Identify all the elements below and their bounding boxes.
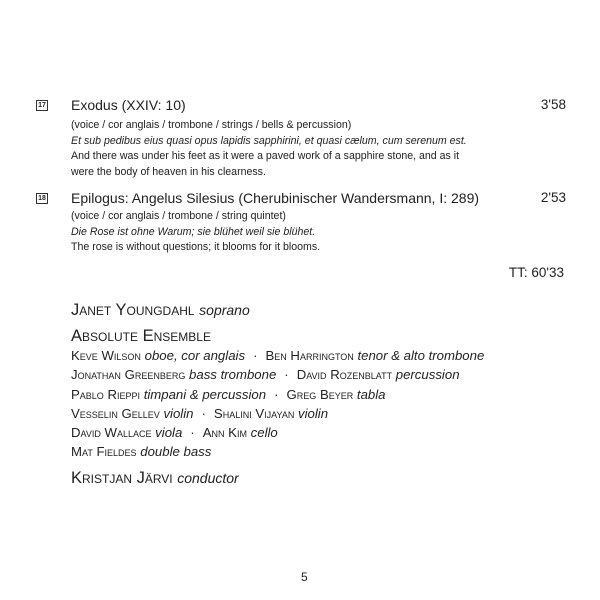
credits	[71, 300, 484, 488]
page-number: 5	[301, 570, 308, 584]
track-latin-text: Et sub pedibus eius quasi opus lapidis sapphirini, et quasi cælum, cum serenum est.	[71, 134, 467, 147]
musician-name: Pablo Rieppi	[71, 386, 141, 402]
musician-line	[71, 346, 484, 365]
separator-dot: ·	[284, 367, 289, 383]
musician-role: oboe, cor anglais	[144, 348, 246, 363]
musician-role: double bass	[140, 444, 212, 460]
track-title: Epilogus: Angelus Silesius (Cherubinischer Wandersmann, I: 289)	[71, 190, 480, 206]
musician-name: Jonathan Greenberg	[71, 367, 186, 383]
soloist	[71, 300, 484, 320]
separator-dot: ·	[253, 348, 258, 363]
musician-name: Shalini Vijayan	[213, 405, 295, 421]
conductor-role: conductor	[177, 469, 239, 486]
separator-dot: ·	[201, 405, 206, 421]
musician-name: Ben Harrington	[265, 348, 354, 363]
musician-role: timpani & percussion	[143, 386, 267, 402]
musician-line	[71, 404, 484, 423]
musician-line	[71, 385, 484, 404]
musician-name: Keve Wilson	[71, 348, 141, 363]
total-time: TT: 60'33	[508, 265, 564, 280]
track-translation: And there was under his feet as it were a paved work of a sapphire stone, and as it	[71, 150, 460, 162]
musician-list	[71, 346, 484, 462]
musician-name: Mat Fieldes	[71, 444, 137, 460]
musician-role: tabla	[356, 386, 386, 402]
track-instrumentation: (voice / cor anglais / trombone / strings / bells & percussion)	[71, 119, 352, 131]
track-duration: 2'53	[540, 190, 566, 205]
track-number-box: 18	[36, 193, 48, 204]
track-translation: were the body of heaven in his clearness.	[71, 165, 266, 178]
musician-name: Vesselin Gellev	[71, 405, 160, 421]
musician-name: David Rozenblatt	[296, 367, 393, 383]
track-latin-text: Die Rose ist ohne Warum; sie blühet weil sie blühet.	[71, 225, 316, 238]
track-title: Exodus (XXIV: 10)	[71, 97, 186, 113]
musician-role: percussion	[395, 367, 460, 383]
track-translation: The rose is without questions; it blooms for it blooms.	[71, 241, 321, 253]
musician-role: bass trombone	[189, 367, 277, 383]
track-number-box: 17	[36, 100, 48, 111]
musician-role: viola	[155, 425, 183, 441]
musician-line	[71, 365, 484, 384]
conductor-name: Kristjan Järvi	[71, 468, 173, 487]
musician-line	[71, 442, 484, 461]
musician-name: David Wallace	[71, 425, 152, 441]
musician-line	[71, 423, 484, 442]
musician-role: cello	[250, 425, 278, 441]
soloist-name: Janet Youngdahl	[71, 301, 195, 319]
track-instrumentation: (voice / cor anglais / trombone / string quintet)	[71, 210, 286, 222]
soloist-role: soprano	[199, 302, 250, 318]
separator-dot: ·	[190, 425, 195, 441]
track-duration: 3'58	[540, 97, 566, 112]
musician-role: violin	[298, 405, 329, 421]
conductor	[71, 468, 484, 488]
musician-name: Ann Kim	[202, 425, 247, 441]
musician-role: tenor & alto trombone	[357, 348, 485, 363]
musician-name: Greg Beyer	[286, 386, 354, 402]
ensemble-name: Absolute Ensemble	[71, 327, 211, 345]
musician-role: violin	[163, 405, 194, 421]
separator-dot: ·	[274, 386, 279, 402]
